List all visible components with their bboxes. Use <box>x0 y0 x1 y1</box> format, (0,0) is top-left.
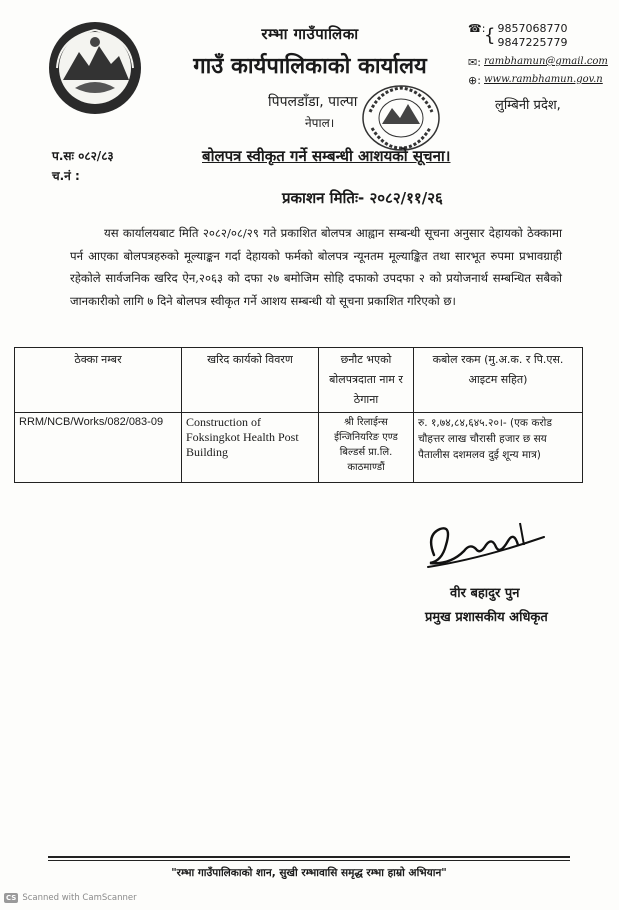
municipality-emblem-icon <box>45 18 145 118</box>
reference-number: प.सः ०८२/८३ <box>52 149 114 163</box>
contact-block: ☎: { 9857068770 9847225779 ✉: rambhamun@gmail.com ⊕: www.rambhamun.gov.n <box>468 22 608 87</box>
table-header-row <box>15 348 583 413</box>
notice-body-text: यस कार्यालयबाट मिति २०८२/०८/२९ गते प्रकाशित बोलपत्र आह्वान सम्बन्धी सूचना अनुसार देहायको ठेक्कामा पर्न आएका बोलपत्रहरुको मूल्याङ्कन गर्दा देहायको फर्मको बोलपत्र न्यूनतम मूल्याङ्कित तथा सारभूत रुपमा प्रभावग्राही रहेकोले सार्वजनिक खरिद ऐन,२०६३ को दफा २७ बमोजिम सोहि दफाको उपदफा २ को प्रयोजनार्थ सम्बन्धित सबैको जानकारीको लागि ७ दिने बोलपत्र स्वीकृत गर्ने आशय सम्बन्धी यो सूचना प्रकाशित गरिएको छ। <box>70 226 562 308</box>
footer-slogan: "रम्भा गाउँपालिकाको शान, सुखी रम्भावासि समृद्ध रम्भा हाम्रो अभियान" <box>171 867 447 879</box>
reference-block <box>52 146 114 186</box>
phone-number-1: 9857068770 <box>497 22 568 35</box>
header-description: खरिद कार्यको विवरण <box>182 348 319 413</box>
cell-bidder: श्री रिलाईन्स ईन्जिनियरिङ एण्ड बिल्डर्स प्रा.लि. काठमाण्डौं <box>319 413 414 483</box>
notice-subject: बोलपत्र स्वीकृत गर्ने सम्बन्धी आशयको सूचना। <box>202 147 451 165</box>
phone-icon: ☎: <box>468 22 486 35</box>
signature-icon <box>420 515 550 575</box>
header-amount: कबोल रकम (मु.अ.क. र पि.एस. आइटम सहित) <box>414 348 583 413</box>
office-country: नेपाल। <box>305 116 335 130</box>
province-name: लुम्बिनी प्रदेश, <box>495 98 561 113</box>
footer-divider-thin <box>48 860 570 861</box>
phone-number-2: 9847225779 <box>497 36 568 49</box>
header-contract-no: ठेक्का नम्बर <box>15 348 182 413</box>
signatory-name: वीर बहादुर पुन <box>450 586 520 601</box>
office-name: रम्भा गाउँपालिका <box>261 25 359 43</box>
table-row <box>15 413 583 483</box>
signatory-title: प्रमुख प्रशासकीय अधिकृत <box>425 610 548 625</box>
cell-description: Construction of Foksingkot Health Post Building <box>182 413 319 483</box>
scanner-watermark <box>4 893 137 903</box>
globe-icon: ⊕: <box>468 74 481 87</box>
camscanner-logo-icon: CS <box>6 894 17 902</box>
cell-amount: रु. १,७४,८४,६४५.२०।- (एक करोड चौहत्तर लाख चौरासी हजार छ सय पैतालीस दशमलव दुई शून्य मात्र) <box>414 413 583 483</box>
email-link[interactable]: rambhamun@gmail.com <box>484 56 608 67</box>
website-link[interactable]: www.rambhamun.gov.n <box>484 74 603 85</box>
footer-divider <box>48 856 570 858</box>
bid-table <box>14 347 583 483</box>
cell-contract-no: RRM/NCB/Works/082/083-09 <box>15 413 182 483</box>
official-seal-icon <box>360 82 442 154</box>
header-block <box>150 24 470 80</box>
header-bidder: छनौट भएको बोलपत्रदाता नाम र ठेगाना <box>319 348 414 413</box>
scanner-text: Scanned with CamScanner <box>22 893 137 903</box>
publication-date: प्रकाशन मितिः- २०८२/११/२६ <box>282 189 443 207</box>
dispatch-number: च.नं : <box>52 169 80 183</box>
office-address: पिपलडाँडा, पाल्पा <box>268 94 358 110</box>
email-icon: ✉: <box>468 56 481 69</box>
office-title: गाउँ कार्यपालिकाको कार्यालय <box>193 54 427 79</box>
notice-body <box>70 222 562 312</box>
